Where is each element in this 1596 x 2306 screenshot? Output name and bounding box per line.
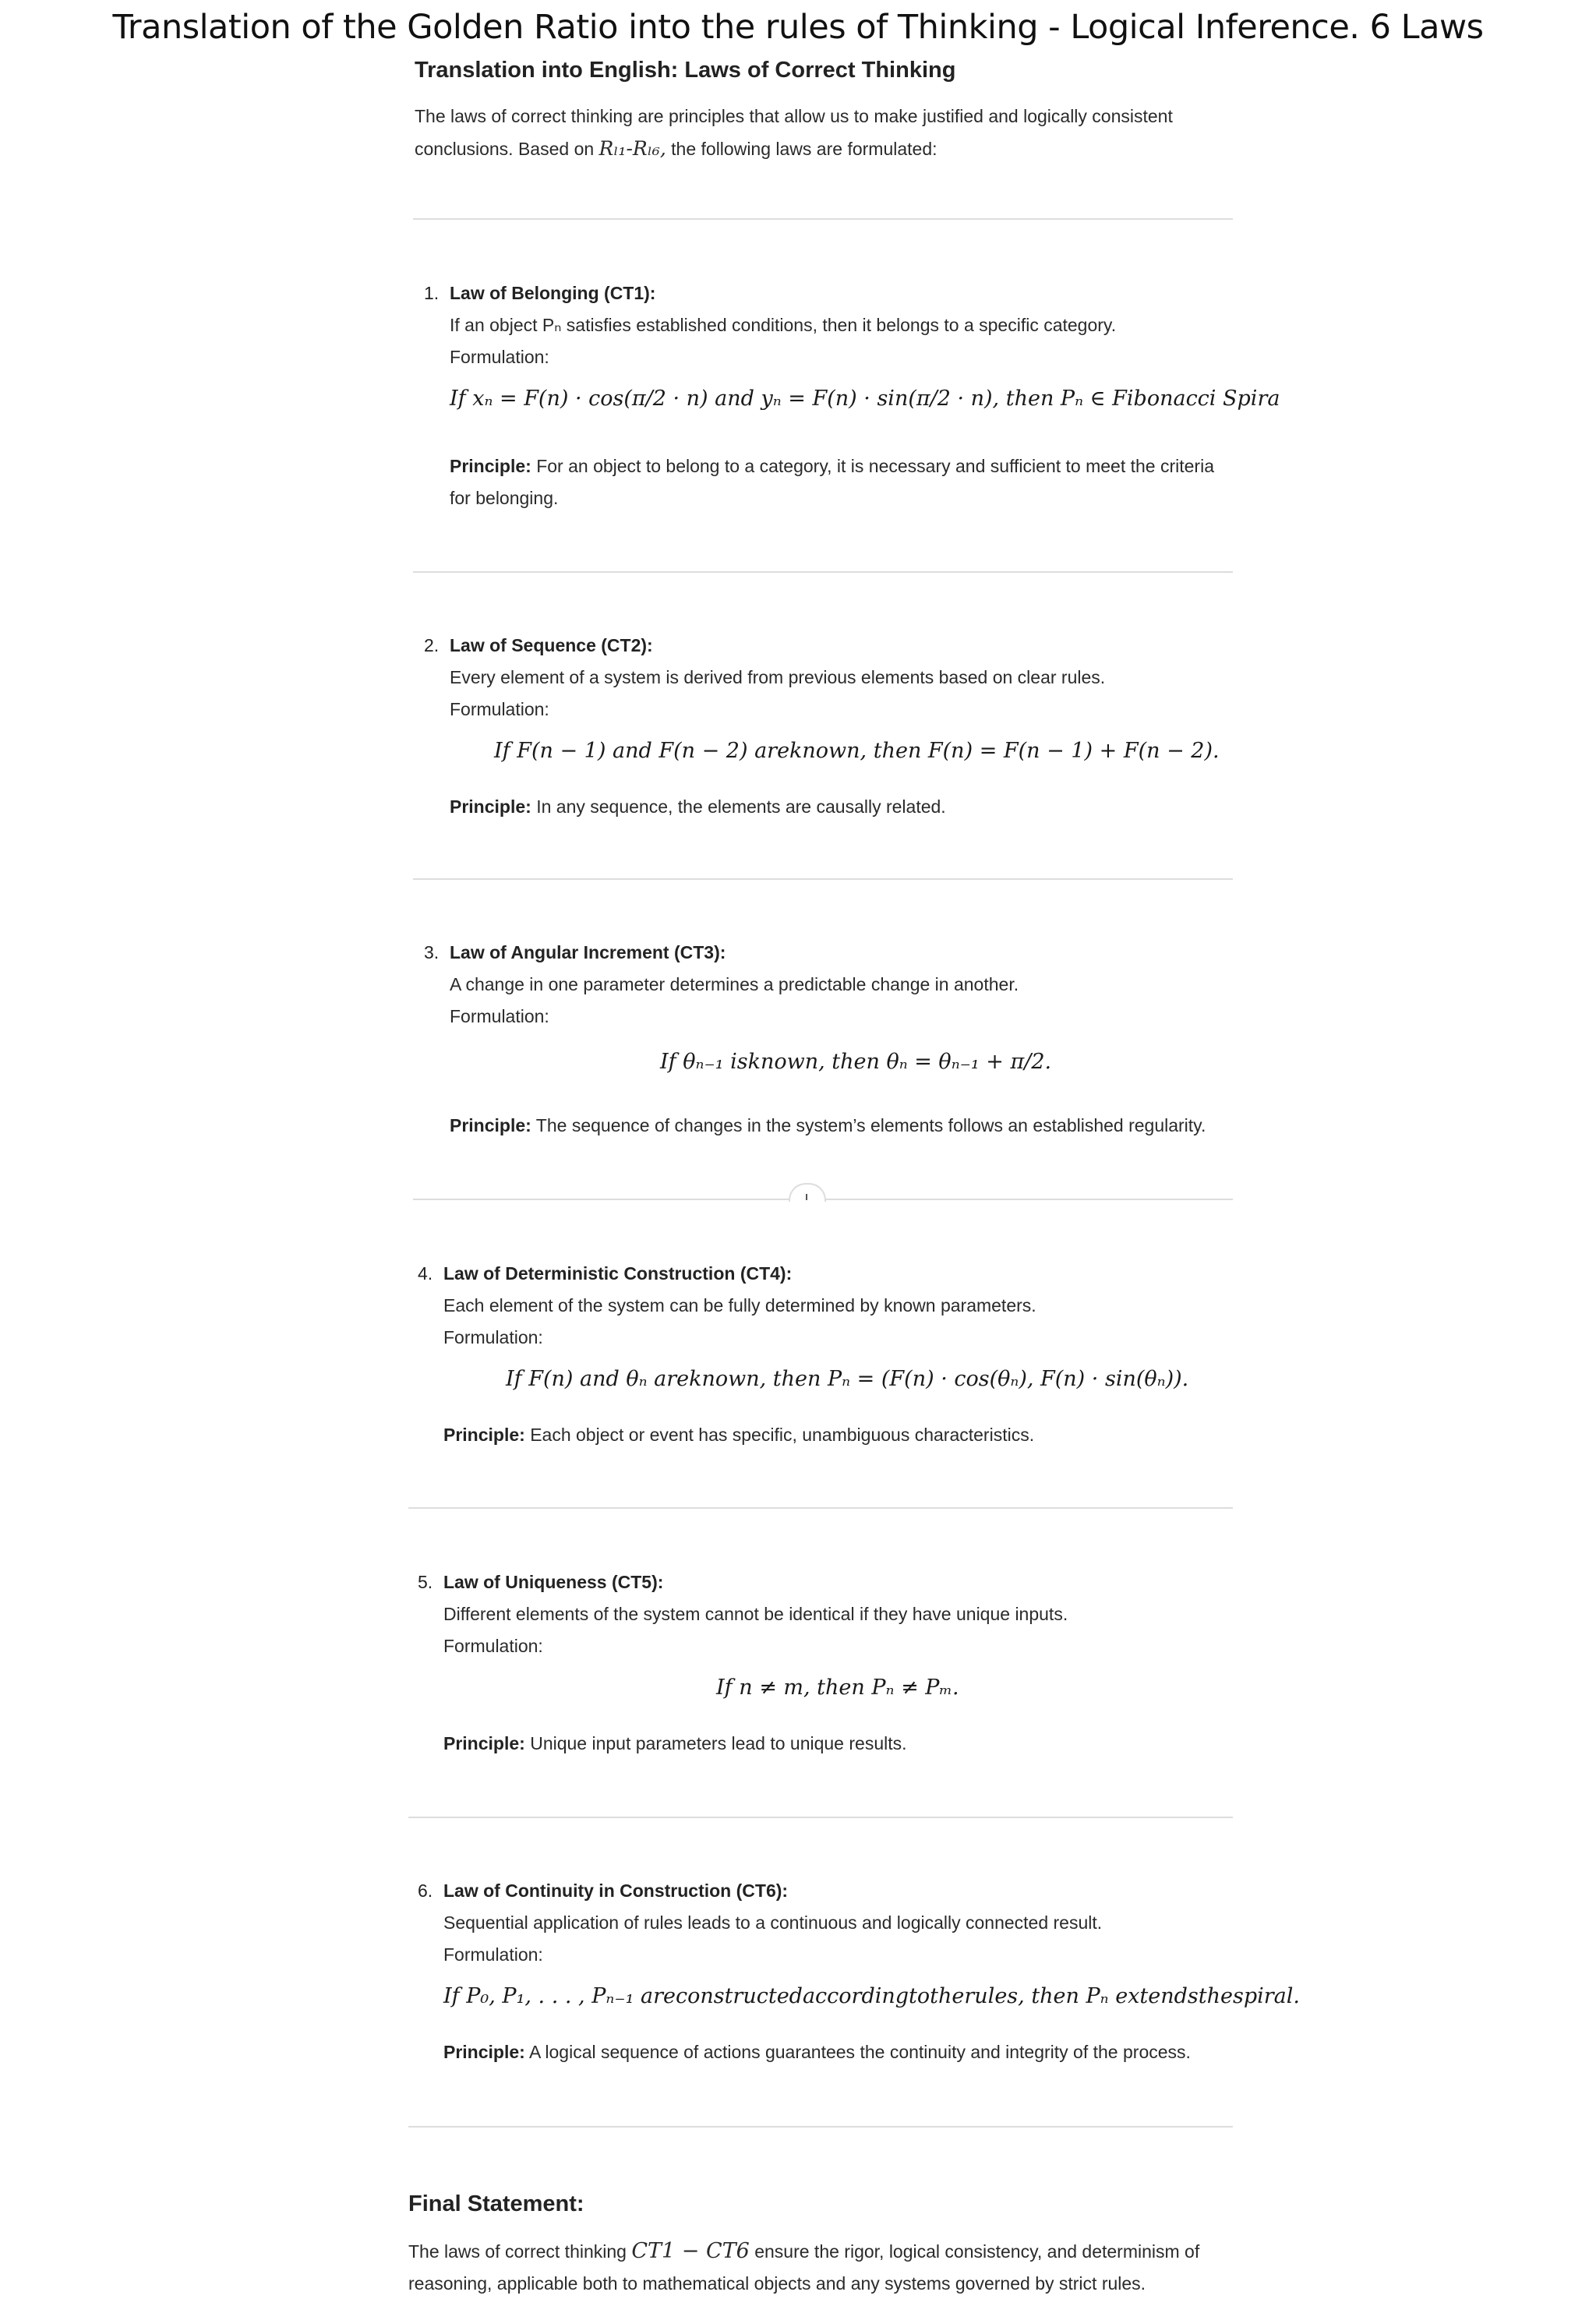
principle-label: Principle: [450, 456, 531, 476]
scroll-indicator[interactable] [789, 1183, 826, 1202]
principle-text-1: Each object or event has specific, unambiguous characteristics. [530, 1425, 1035, 1445]
law-heading [418, 1875, 1301, 1907]
document-title: Translation of the Golden Ratio into the rules of Thinking - Logical Inference. 6 Laws [112, 8, 1484, 47]
law-formula: If θₙ₋₁ isknown, then θₙ = θₙ₋₁ + π/2. [660, 1050, 1052, 1074]
divider [413, 878, 1233, 880]
final-statement-title: Final Statement: [408, 2191, 584, 2216]
intro-math: Rₗ₁-Rₗ₆, [598, 137, 666, 160]
final-line-1 [408, 2235, 1273, 2268]
scroll-indicator-tick-icon [806, 1194, 807, 1200]
principle-label: Principle: [450, 796, 531, 817]
principle-text-1: Unique input parameters lead to unique results. [530, 1733, 907, 1753]
law-heading-text: Law of Angular Increment (CT3): [450, 942, 726, 962]
law-number: 6. [418, 1880, 433, 1901]
law-heading-text: Law of Continuity in Construction (CT6): [443, 1880, 789, 1901]
law-heading-text: Law of Uniqueness (CT5): [443, 1572, 664, 1592]
principle-label: Principle: [443, 1733, 525, 1753]
law-heading [418, 1258, 1301, 1290]
divider [408, 1817, 1233, 1818]
formulation-label: Formulation: [450, 347, 549, 367]
principle-text-1: For an object to belong to a category, it is necessary and sufficient to meet the criteria [536, 456, 1214, 476]
final-statement-text [408, 2235, 1273, 2300]
law-heading [424, 937, 1307, 969]
divider [413, 571, 1233, 573]
law-ct4 [418, 1258, 1301, 1445]
formulation-label: Formulation: [450, 699, 549, 719]
law-statement: Every element of a system is derived from previous elements based on clear rules. [450, 667, 1106, 687]
law-heading-text: Law of Belonging (CT1): [450, 283, 656, 303]
law-ct1 [424, 277, 1307, 508]
intro-line-2-prefix: conclusions. Based on [415, 139, 595, 159]
final-text-suffix: ensure the rigor, logical consistency, and determinism of [754, 2241, 1200, 2262]
law-statement: A change in one parameter determines a predictable change in another. [450, 974, 1019, 994]
formulation-label: Formulation: [443, 1944, 543, 1965]
law-number: 4. [418, 1263, 433, 1284]
law-heading [424, 630, 1307, 662]
law-principle [450, 791, 946, 823]
law-formula-text: If xₙ = F(n) · cos(π/2 · n) and yₙ = F(n) · sin(π/2 · n), then Pₙ ∈ Fibonacci Spira [450, 387, 1280, 411]
final-math: CT1 − CT6 [631, 2239, 750, 2263]
law-heading [424, 277, 1307, 309]
law-ct5 [418, 1566, 1301, 1753]
intro-line-1: The laws of correct thinking are principles that allow us to make justified and logically consistent [415, 106, 1173, 126]
law-formula: If F(n − 1) and F(n − 2) areknown, then F(n) = F(n − 1) + F(n − 2). [494, 739, 1220, 763]
law-statement: Different elements of the system cannot be identical if they have unique inputs. [443, 1604, 1068, 1624]
principle-text-1: The sequence of changes in the system’s elements follows an established regularity. [535, 1115, 1206, 1135]
divider [408, 2126, 1233, 2128]
principle-label: Principle: [450, 1115, 531, 1135]
law-heading [418, 1566, 1301, 1598]
law-number: 5. [418, 1572, 433, 1592]
law-heading-text: Law of Deterministic Construction (CT4): [443, 1263, 793, 1284]
subtitle: Translation into English: Laws of Correct Thinking [415, 58, 956, 83]
law-principle [443, 1728, 907, 1760]
law-principle [450, 450, 1214, 514]
law-formula [450, 387, 1280, 411]
intro-line-2 [415, 132, 1256, 165]
intro-line-2-suffix: the following laws are formulated: [671, 139, 937, 159]
law-formula: If F(n) and θₙ areknown, then Pₙ = (F(n) · cos(θₙ), F(n) · sin(θₙ)). [506, 1367, 1189, 1391]
law-ct6 [418, 1875, 1301, 2062]
principle-label: Principle: [443, 1425, 525, 1445]
principle-text-2: for belonging. [450, 488, 559, 508]
law-principle [443, 1419, 1034, 1451]
divider [408, 1507, 1233, 1509]
formulation-label: Formulation: [450, 1006, 549, 1026]
law-statement: If an object Pₙ satisfies established conditions, then it belongs to a specific category. [450, 315, 1117, 335]
law-number: 3. [424, 942, 440, 962]
law-ct3 [424, 937, 1307, 1135]
final-line-2: reasoning, applicable both to mathematical objects and any systems governed by strict rules. [408, 2273, 1146, 2294]
law-principle [450, 1110, 1206, 1142]
formulation-label: Formulation: [443, 1327, 543, 1347]
principle-text-1: In any sequence, the elements are causally related. [536, 796, 946, 817]
law-principle [443, 2036, 1191, 2068]
law-formula: If n ≠ m, then Pₙ ≠ Pₘ. [716, 1676, 959, 1700]
law-statement: Sequential application of rules leads to a continuous and logically connected result. [443, 1912, 1103, 1933]
law-formula: If P₀, P₁, . . . , Pₙ₋₁ areconstructedaccordingtotherules, then Pₙ extendsthespiral. [443, 1984, 1300, 2008]
divider [413, 218, 1233, 220]
final-text-prefix: The laws of correct thinking [408, 2241, 627, 2262]
law-number: 2. [424, 635, 440, 655]
formulation-label: Formulation: [443, 1636, 543, 1656]
law-number: 1. [424, 283, 440, 303]
law-ct2 [424, 630, 1307, 817]
principle-label: Principle: [443, 2042, 525, 2062]
intro-paragraph [415, 100, 1256, 165]
principle-text-1: A logical sequence of actions guarantees the continuity and integrity of the process. [528, 2042, 1191, 2062]
law-statement: Each element of the system can be fully determined by known parameters. [443, 1295, 1036, 1315]
law-heading-text: Law of Sequence (CT2): [450, 635, 653, 655]
